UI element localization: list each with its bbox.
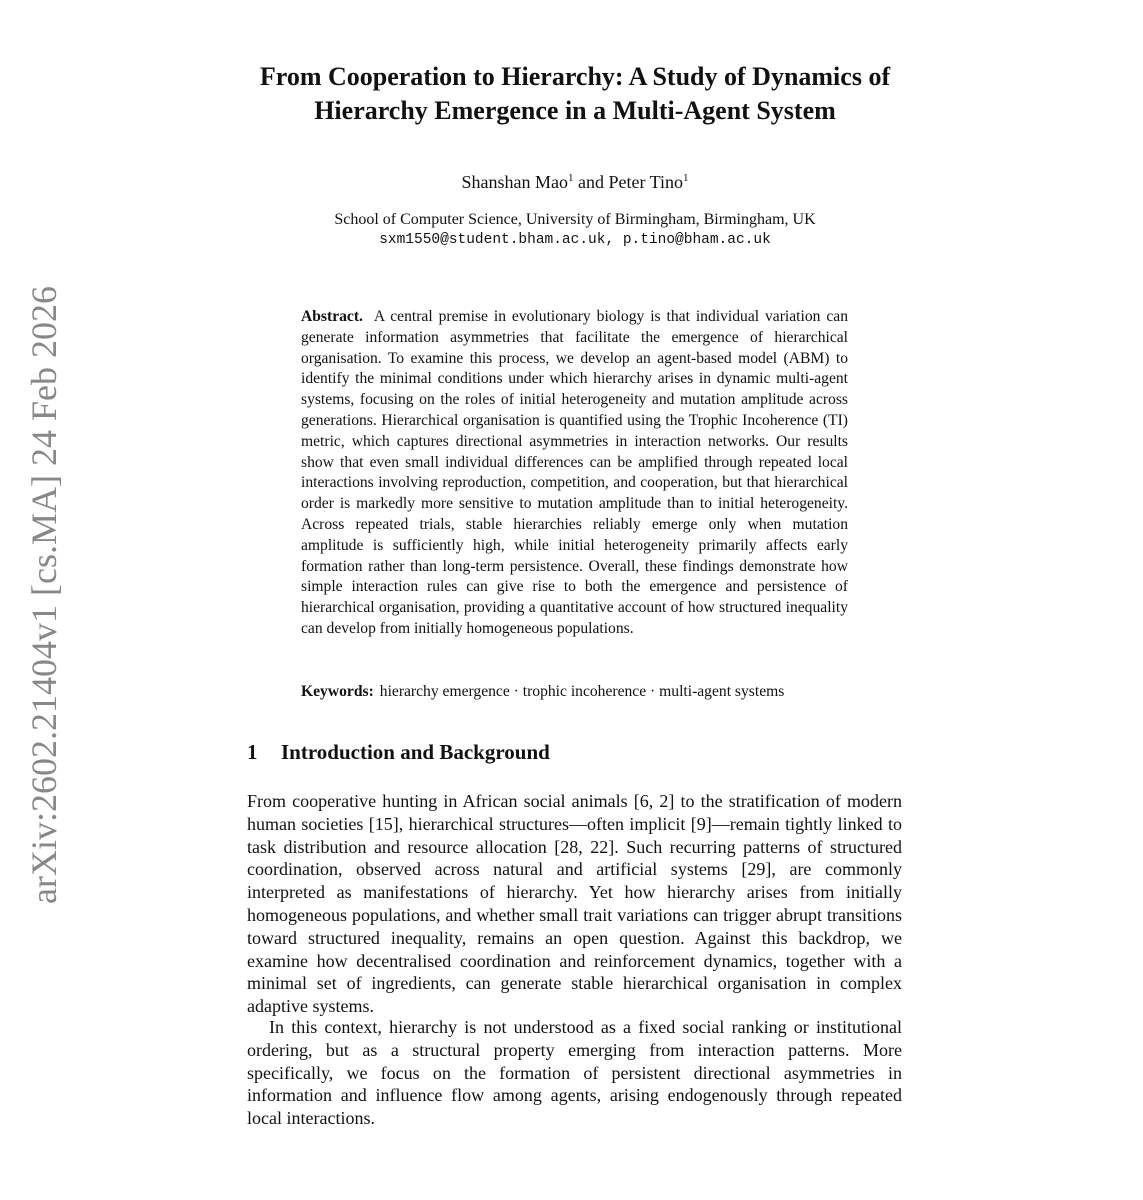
author-conjunction: and — [577, 172, 604, 192]
body-paragraph: From cooperative hunting in African social animals [6, 2] to the stratification of modern human societies [15], hierarchical structures—often implicit [9]—remain tightly linked to task distribution and resource allocation [28, 22]. Such recurring patterns of structured coordination, observed across natural and artificial systems [29], are commonly interpreted as manifestations of hierarchy. Yet how hierarchy arises from initially homogeneous populations, and whether small trait variations can trigger abrupt transitions toward structured inequality, remains an open question. Against this backdrop, we examine how decentralised coordination and reinforcement dynamics, together with a minimal set of ingredients, can generate stable hierarchical organisation in complex adaptive systems. — [247, 791, 902, 1017]
keywords-text: hierarchy emergence · trophic incoherence · multi-agent systems — [379, 683, 785, 700]
affiliation-marker: 1 — [567, 172, 574, 184]
author-line — [200, 166, 950, 194]
affiliation-marker: 1 — [683, 172, 689, 184]
abstract-label: Abstract. — [301, 308, 363, 325]
keywords — [301, 681, 861, 702]
body-paragraph: In this context, hierarchy is not understood as a fixed social ranking or institutional ordering, but as a structural property emerging from interaction patterns. More specifically, we focus on the formation of persistent directional asymmetries in information and influence flow among agents, arising endogenously through repeated local interactions. — [247, 1017, 902, 1129]
section-heading — [247, 738, 907, 766]
arxiv-identifier-stamp — [22, 260, 66, 930]
section-title: Introduction and Background — [281, 740, 550, 764]
affiliation: School of Computer Science, University of Birmingham, Birmingham, UK — [334, 211, 816, 228]
author-name: Peter Tino — [608, 172, 684, 192]
keywords-label: Keywords: — [301, 683, 374, 700]
arxiv-identifier-text: arXiv:2602.21404v1 [cs.MA] 24 Feb 2026 — [24, 286, 64, 904]
paper-title: From Cooperation to Hierarchy: A Study of Dynamics of Hierarchy Emergence in a Multi-Agent System — [259, 62, 891, 125]
abstract-text: A central premise in evolutionary biology is that individual variation can generate information asymmetries that facilitate the emergence of hierarchical organisation. To examine this process, we develop an agent-based model (ABM) to identify the minimal conditions under which hierarchy arises in dynamic multi-agent systems, focusing on the roles of initial heterogeneity and mutation amplitude across generations. Hierarchical organisation is quantified using the Trophic Incoherence (TI) metric, which captures directional asymmetries in interaction networks. Our results show that even small individual differences can be amplified through repeated local interactions involving reproduction, competition, and cooperation, but that hierarchical order is markedly more sensitive to mutation amplitude than to initial heterogeneity. Across repeated trials, stable hierarchies reliably emerge only when mutation amplitude is sufficiently high, while initial heterogeneity primarily affects early formation rather than long-term persistence. Overall, these findings demonstrate how simple interaction rules can give rise to both the emergence and persistence of hierarchical organisation, providing a quantitative account of how structured inequality can develop from initially homogeneous populations. — [301, 308, 848, 637]
author-emails: sxm1550@student.bham.ac.uk, p.tino@bham.ac.uk — [379, 232, 771, 248]
section-number: 1 — [247, 740, 258, 764]
author-name: Shanshan Mao — [461, 172, 568, 192]
abstract — [301, 307, 848, 640]
